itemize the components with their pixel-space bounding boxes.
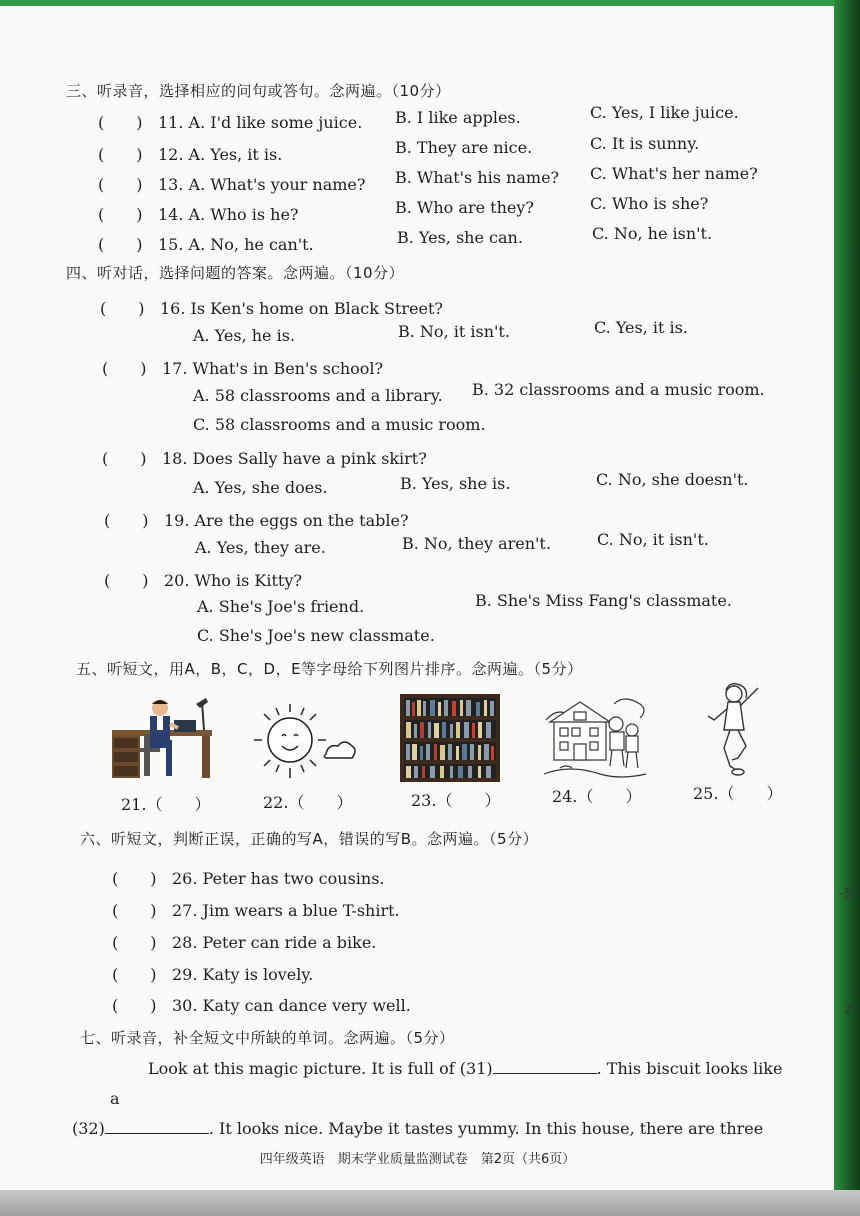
option-b: B. What's his name? xyxy=(395,168,560,187)
option-a: A. 58 classrooms and a library. xyxy=(193,386,443,405)
answer-paren[interactable]: ( ) xyxy=(104,511,149,530)
option-c: C. 58 classrooms and a music room. xyxy=(193,415,486,434)
answer-paren[interactable]: ( ) xyxy=(112,869,157,888)
edge-mark: 2 xyxy=(844,1002,852,1016)
option-c: C. Yes, I like juice. xyxy=(590,103,739,122)
statement-29 xyxy=(112,962,313,985)
option-c: C. It is sunny. xyxy=(590,134,700,153)
option-b: B. Yes, she can. xyxy=(397,228,523,247)
option-a: A. She's Joe's friend. xyxy=(197,597,365,616)
question-text: 20. Who is Kitty? xyxy=(164,571,302,590)
question-row-11 xyxy=(98,110,362,133)
picture-label-23[interactable]: 23.（ ） xyxy=(411,791,501,810)
option-a: A. Who is he? xyxy=(188,205,299,224)
answer-paren[interactable]: ( ) xyxy=(98,205,143,224)
answer-paren[interactable]: ( ) xyxy=(112,996,157,1015)
option-a: A. I'd like some juice. xyxy=(188,113,363,132)
statement-text: 26. Peter has two cousins. xyxy=(172,869,385,888)
question-19 xyxy=(104,508,409,531)
question-row-15 xyxy=(98,232,314,255)
option-b: B. Who are they? xyxy=(395,198,534,217)
question-row-13 xyxy=(98,172,365,195)
section-3-heading: 三、听录音，选择相应的问句或答句。念两遍。（10分） xyxy=(66,82,451,100)
option-b: B. No, it isn't. xyxy=(398,322,510,341)
blank-31[interactable] xyxy=(493,1059,597,1074)
option-c: C. She's Joe's new classmate. xyxy=(197,626,435,645)
statement-28 xyxy=(112,930,376,953)
section-6-heading: 六、听短文，判断正误，正确的写A，错误的写B。念两遍。（5分） xyxy=(80,830,539,848)
question-number: 15. xyxy=(158,235,184,254)
option-a: A. Yes, she does. xyxy=(193,478,328,497)
answer-paren[interactable]: ( ) xyxy=(112,901,157,920)
option-c: C. No, it isn't. xyxy=(597,530,709,549)
option-a: A. No, he can't. xyxy=(188,235,314,254)
statement-27 xyxy=(112,898,400,921)
scan-shadow xyxy=(0,1190,860,1216)
statement-text: 29. Katy is lovely. xyxy=(172,965,314,984)
option-c: C. No, she doesn't. xyxy=(596,470,749,489)
option-b: B. Yes, she is. xyxy=(400,474,511,493)
question-number: 12. xyxy=(158,145,184,164)
binder-edge xyxy=(834,0,860,1216)
passage-text: Look at this magic picture. It is full of (31) xyxy=(148,1059,493,1078)
edge-mark: -5 xyxy=(840,886,852,900)
option-a: A. Yes, it is. xyxy=(188,145,283,164)
answer-paren[interactable]: ( ) xyxy=(102,359,147,378)
passage-text: . This biscuit looks like a xyxy=(110,1059,783,1108)
answer-paren[interactable]: ( ) xyxy=(112,933,157,952)
question-number: 13. xyxy=(158,175,184,194)
page-top-edge xyxy=(0,0,835,6)
option-b: B. She's Miss Fang's classmate. xyxy=(475,591,732,610)
statement-text: 30. Katy can dance very well. xyxy=(172,996,411,1015)
answer-paren[interactable]: ( ) xyxy=(98,175,143,194)
option-b: B. 32 classrooms and a music room. xyxy=(472,380,765,399)
question-20 xyxy=(104,568,302,591)
blank-32[interactable] xyxy=(105,1119,209,1134)
page-footer: 四年级英语 期末学业质量监测试卷 第2页（共6页） xyxy=(259,1152,576,1167)
statement-26 xyxy=(112,866,385,889)
answer-paren[interactable]: ( ) xyxy=(104,571,149,590)
question-text: 18. Does Sally have a pink skirt? xyxy=(162,449,427,468)
question-text: 19. Are the eggs on the table? xyxy=(164,511,409,530)
question-17 xyxy=(102,356,383,379)
question-number: 11. xyxy=(158,113,184,132)
answer-paren[interactable]: ( ) xyxy=(102,449,147,468)
answer-paren[interactable]: ( ) xyxy=(98,113,143,132)
answer-paren[interactable]: ( ) xyxy=(98,235,143,254)
question-text: 16. Is Ken's home on Black Street? xyxy=(160,299,443,318)
picture-label-24[interactable]: 24.（ ） xyxy=(552,787,642,806)
option-b: B. They are nice. xyxy=(395,138,533,157)
answer-paren[interactable]: ( ) xyxy=(100,299,145,318)
question-row-14 xyxy=(98,202,299,225)
question-row-12 xyxy=(98,142,282,165)
option-a: A. What's your name? xyxy=(188,175,366,194)
option-a: A. Yes, he is. xyxy=(193,326,296,345)
statement-30 xyxy=(112,993,411,1016)
statement-text: 27. Jim wears a blue T-shirt. xyxy=(172,901,400,920)
option-b: B. I like apples. xyxy=(395,108,521,127)
option-c: C. Who is she? xyxy=(590,194,709,213)
option-c: C. No, he isn't. xyxy=(592,224,713,243)
passage-text: . It looks nice. Maybe it tastes yummy. In this house, there are three xyxy=(208,1119,764,1138)
question-18 xyxy=(102,446,427,469)
picture-label-21[interactable]: 21.（ ） xyxy=(121,795,211,814)
running-girl-icon xyxy=(700,680,768,780)
question-16 xyxy=(100,296,443,319)
passage-text: (32) xyxy=(72,1119,105,1138)
cloze-passage xyxy=(72,1054,794,1144)
picture-label-25[interactable]: 25.（ ） xyxy=(693,784,783,803)
bookshelf-icon xyxy=(400,694,500,782)
statement-text: 28. Peter can ride a bike. xyxy=(172,933,377,952)
sun-cloud-icon xyxy=(248,700,358,784)
answer-paren[interactable]: ( ) xyxy=(98,145,143,164)
option-c: C. What's her name? xyxy=(590,164,758,183)
section-4-heading: 四、听对话，选择问题的答案。念两遍。（10分） xyxy=(66,264,405,282)
answer-paren[interactable]: ( ) xyxy=(112,965,157,984)
office-worker-icon xyxy=(110,694,218,784)
section-5-heading: 五、听短文，用A，B，C，D，E等字母给下列图片排序。念两遍。（5分） xyxy=(76,660,583,678)
option-a: A. Yes, they are. xyxy=(195,538,326,557)
picture-label-22[interactable]: 22.（ ） xyxy=(263,793,353,812)
option-b: B. No, they aren't. xyxy=(402,534,551,553)
school-children-icon xyxy=(540,690,650,780)
section-7-heading: 七、听录音，补全短文中所缺的单词。念两遍。（5分） xyxy=(80,1029,455,1047)
question-text: 17. What's in Ben's school? xyxy=(162,359,384,378)
option-c: C. Yes, it is. xyxy=(594,318,688,337)
question-number: 14. xyxy=(158,205,184,224)
